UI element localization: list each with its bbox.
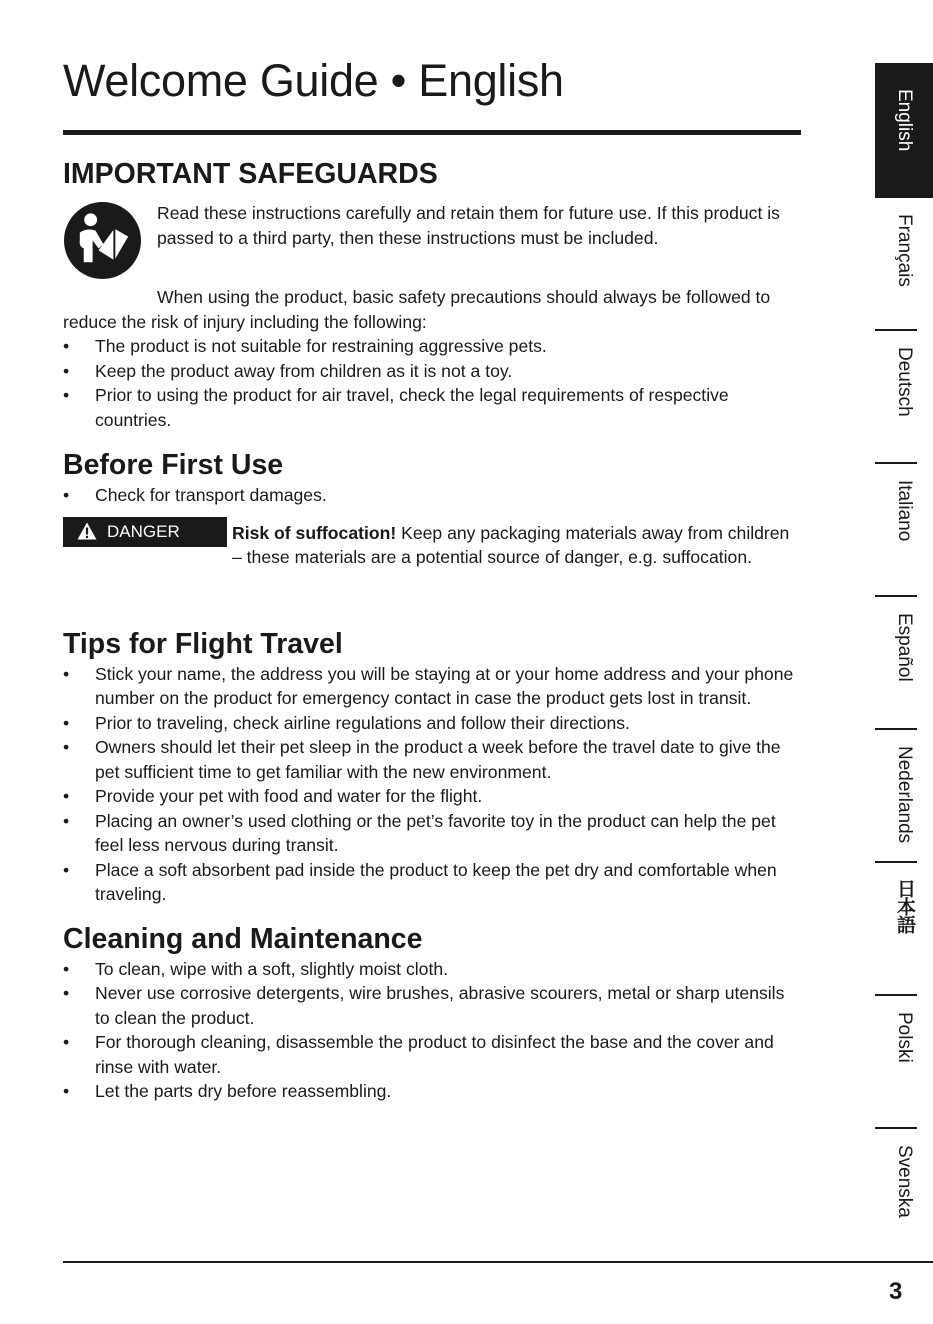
list-item	[63, 383, 803, 432]
tab-polski[interactable]	[875, 996, 933, 1129]
bullet: •	[63, 1081, 70, 1101]
tab-label: Italiano	[894, 480, 915, 542]
list-item	[63, 858, 803, 907]
tab-japanese[interactable]	[875, 863, 933, 996]
tab-label: Deutsch	[894, 347, 915, 417]
danger-title: Risk of suffocation!	[232, 522, 397, 543]
list-item	[63, 359, 803, 384]
footer-rule	[63, 1261, 933, 1263]
list-item	[63, 1030, 803, 1079]
tab-label: Nederlands	[894, 746, 915, 844]
before-first-use-heading: Before First Use	[63, 449, 284, 481]
list-item-text: Place a soft absorbent pad inside the product to keep the pet dry and comfortable when traveling.	[95, 859, 777, 904]
cleaning-list	[63, 957, 803, 1104]
bullet: •	[63, 336, 70, 356]
language-tabs	[875, 63, 933, 1262]
list-item	[63, 784, 803, 809]
list-item-text: Check for transport damages.	[95, 485, 327, 505]
bullet: •	[63, 385, 70, 405]
danger-text	[232, 521, 803, 570]
tab-espanol[interactable]	[875, 597, 933, 730]
safeguards-intro-text: Read these instructions carefully and retain them for future use. If this product is passed to a third party, then these instructions must be included.	[157, 203, 780, 248]
list-item	[63, 711, 803, 736]
warning-triangle-icon	[77, 522, 97, 540]
list-item	[63, 735, 803, 784]
safeguards-heading: IMPORTANT SAFEGUARDS	[63, 158, 438, 190]
list-item-text: Prior to using the product for air travel, check the legal requirements of respective countries.	[95, 385, 729, 430]
read-manual-icon	[63, 201, 142, 280]
main-content	[63, 150, 803, 1104]
tab-label: Polski	[894, 1012, 915, 1063]
list-item-text: The product is not suitable for restraining aggressive pets.	[95, 336, 547, 356]
safeguards-intro	[63, 201, 803, 285]
tab-francais[interactable]	[875, 198, 933, 331]
list-item-text: To clean, wipe with a soft, slightly moist cloth.	[95, 958, 448, 979]
title-rule	[63, 130, 801, 135]
flight-tips-list	[63, 662, 803, 907]
tab-label: English	[894, 89, 915, 152]
list-item-text: Owners should let their pet sleep in the product a week before the travel date to give the pet sufficient time to get familiar with the new environment.	[95, 737, 781, 782]
bullet: •	[63, 663, 70, 684]
cleaning-heading: Cleaning and Maintenance	[63, 922, 423, 955]
danger-badge	[63, 517, 227, 547]
list-item	[63, 981, 803, 1030]
list-item	[63, 957, 803, 982]
list-item-text: Provide your pet with food and water for the flight.	[95, 786, 483, 806]
bullet: •	[63, 712, 70, 733]
flight-tips-heading: Tips for Flight Travel	[63, 627, 343, 660]
list-item	[63, 809, 803, 858]
tab-label: Español	[894, 613, 915, 682]
page-number: 3	[889, 1278, 903, 1305]
bullet: •	[63, 737, 70, 757]
bullet: •	[63, 485, 70, 505]
bullet: •	[63, 859, 70, 880]
tab-english[interactable]	[875, 63, 933, 198]
before-first-use-list	[63, 483, 803, 508]
bullet: •	[63, 958, 70, 979]
page-title: Welcome Guide • English	[63, 55, 564, 106]
danger-label: DANGER	[107, 521, 180, 541]
tab-label: Français	[894, 214, 915, 287]
list-item-text: Let the parts dry before reassembling.	[95, 1081, 392, 1101]
list-item-text: Prior to traveling, check airline regulations and follow their directions.	[95, 712, 630, 733]
list-item	[63, 483, 803, 508]
bullet: •	[63, 1032, 70, 1052]
list-item	[63, 662, 803, 711]
bullet: •	[63, 983, 70, 1003]
bullet: •	[63, 786, 70, 806]
tab-deutsch[interactable]	[875, 331, 933, 464]
safety-precaution-text: When using the product, basic safety precautions should always be followed to reduce the risk of injury including the following:	[63, 287, 771, 332]
tab-nederlands[interactable]	[875, 730, 933, 863]
safeguards-list	[63, 334, 803, 432]
danger-body: Keep any packaging materials away from children – these materials are a potential source of danger, e.g. suffocation.	[232, 522, 790, 567]
list-item-text: Never use corrosive detergents, wire brushes, abrasive scourers, metal or sharp utensils to clean the product.	[95, 983, 785, 1028]
list-item-text: Placing an owner’s used clothing or the pet’s favorite toy in the product can help the pet feel less nervous during transit.	[95, 810, 776, 855]
list-item-text: For thorough cleaning, disassemble the product to disinfect the base and the cover and rinse with water.	[95, 1032, 774, 1077]
tab-label: 日本語	[894, 879, 915, 933]
list-item	[63, 1079, 803, 1104]
list-item	[63, 334, 803, 359]
danger-notice	[63, 516, 803, 612]
list-item-text: Keep the product away from children as it is not a toy.	[95, 360, 513, 381]
bullet: •	[63, 810, 70, 831]
list-item-text: Stick your name, the address you will be staying at or your home address and your phone number on the product for emergency contact in case the product gets lost in transit.	[95, 663, 794, 708]
bullet: •	[63, 360, 70, 381]
tab-label: Svenska	[894, 1145, 915, 1218]
tab-italiano[interactable]	[875, 464, 933, 597]
tab-svenska[interactable]	[875, 1129, 933, 1262]
